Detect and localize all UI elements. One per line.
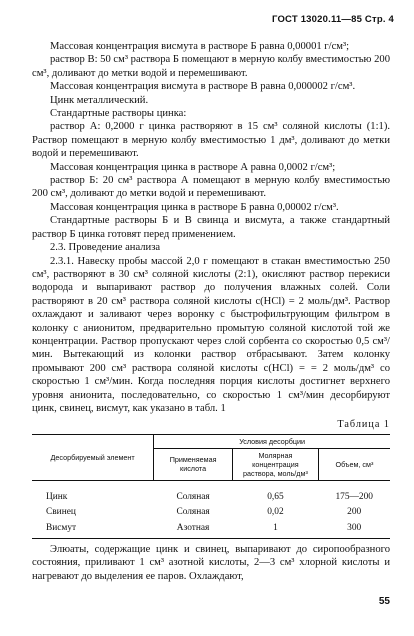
paragraph: 2.3.1. Навеску пробы массой 2,0 г помещают в стакан вместимостью 250 см³, растворяют в 30 см³ соляной кислоты (2:1), окисляют раствор перекиси водорода и выпаривают раствор до получения влажных солей. Соли растворяют в 20 см³ раствора соляной кислоты c(HCl) = 2 моль/дм³. Раствор охлаждают и заливают через воронку с быстрофильтрующим фильтром в колонку с анионитом, предварительно промытую соляной кислотой той же концентрации. Раствор пропускают через слой сорбента со скоростью 0,5 см³/мин. Вытекающий из колонки раствор отбрасывают. Затем колонку промывают 200 см³ раствора соляной кислоты c(HCl) = = 2 моль/дм³ со скоростью 1 см³/мин. Когда последняя порция кислоты достигнет верхнего уровня анионита, последовательно, со скоростью 1 см³/мин десорбируют цинк, свинец, висмут, как указано в табл. 1 xyxy=(32,255,390,414)
paragraph: Массовая концентрация висмута в растворе В равна 0,000002 г/см³. xyxy=(50,81,356,93)
cell-volume: 200 xyxy=(347,507,362,518)
desorption-table xyxy=(32,434,390,539)
table-row xyxy=(32,505,390,520)
col-header-molar: Молярная концентрация раствора, моль/дм³ xyxy=(232,448,318,480)
section-heading: 2.3. Проведение анализа xyxy=(50,242,161,254)
cell-acid: Соляная xyxy=(176,507,210,518)
paragraph: Стандартные растворы цинка: xyxy=(50,108,187,120)
cell-element: Висмут xyxy=(32,521,154,539)
col-header-acid: Применяемая кислота xyxy=(154,448,233,480)
paragraph: Массовая концентрация висмута в растворе Б равна 0,00001 г/см³; xyxy=(50,41,350,52)
col-header-group: Условия десорбции xyxy=(154,434,390,448)
paragraph: Массовая концентрация цинка в растворе Б равна 0,00002 г/см³. xyxy=(50,201,339,213)
paragraph: Массовая концентрация цинка в растворе А равна 0,0002 г/см³; xyxy=(50,161,336,173)
paragraph: Элюаты, содержащие цинк и свинец, выпаривают до сиропообразного состояния, приливают 1 см³ азотной кислоты, 2—3 см³ хлорной кислоты и нагревают до выделения ее паров. Охлаждают, xyxy=(32,544,390,582)
paragraph: раствор А: 0,2000 г цинка растворяют в 15 см³ соляной кислоты (1:1). Раствор помещают в мерную колбу вместимостью 1 дм³, доливают до метки водой и перемешивают. xyxy=(32,121,390,160)
cell-acid: Соляная xyxy=(176,491,210,502)
page-number: 55 xyxy=(378,596,390,607)
cell-volume: 300 xyxy=(318,521,390,539)
paragraph: Цинк металлический. xyxy=(50,94,149,106)
table-row xyxy=(32,521,390,539)
col-header-element: Десорбируемый элемент xyxy=(32,434,154,480)
cell-element: Свинец xyxy=(46,507,76,518)
cell-molar: 1 xyxy=(232,521,318,539)
cell-acid: Азотная xyxy=(154,521,233,539)
page-header: ГОСТ 13020.11—85 Стр. 4 xyxy=(271,14,394,25)
cell-volume: 175—200 xyxy=(335,491,373,502)
cell-element: Цинк xyxy=(46,491,68,502)
paragraph: раствор В: 50 см³ раствора Б помещают в мерную колбу вместимостью 200 см³, доливают до метки водой и перемешивают. xyxy=(32,54,390,79)
table-row xyxy=(32,480,390,505)
cell-molar: 0,02 xyxy=(267,507,284,518)
cell-molar: 0,65 xyxy=(267,491,284,502)
col-header-volume: Объем, см³ xyxy=(318,448,390,480)
document-body xyxy=(32,40,390,583)
paragraph: раствор Б: 20 см³ раствора А помещают в мерную колбу вместимостью 200 см³, доливают до метки водой и перемешивают. xyxy=(32,175,390,200)
paragraph: Стандартные растворы Б и В свинца и висмута, а также стандартный раствор Б цинка готовят перед применением. xyxy=(32,215,390,240)
table-caption: Таблица 1 xyxy=(337,419,390,431)
